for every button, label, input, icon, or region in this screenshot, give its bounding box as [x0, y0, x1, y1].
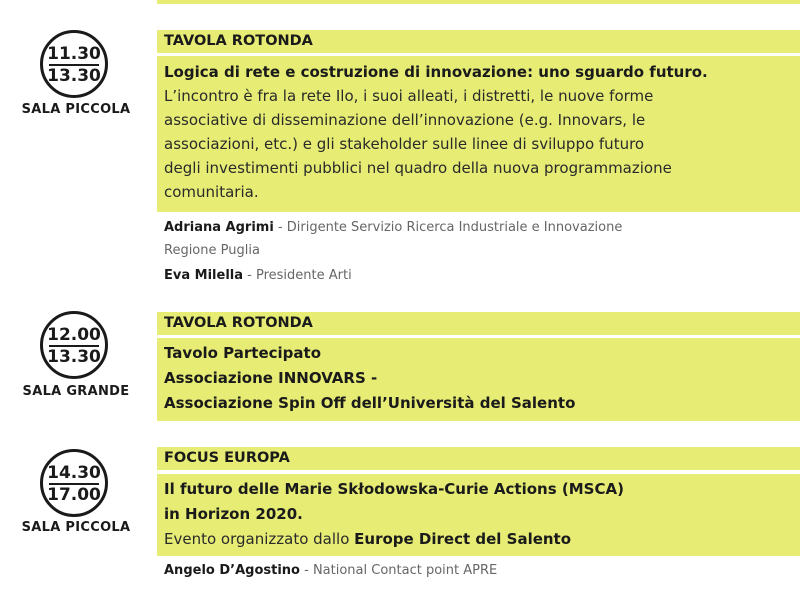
- session-category: TAVOLA ROTONDA: [164, 315, 313, 331]
- description-line: comunitaria.: [164, 183, 259, 201]
- session-category: TAVOLA ROTONDA: [164, 33, 313, 49]
- time-end: 17.00: [47, 485, 101, 505]
- speaker-role: - National Contact point APRE: [299, 563, 498, 578]
- organizer-name: Europe Direct del Salento: [354, 530, 572, 548]
- session-line: Associazione INNOVARS -: [164, 369, 378, 387]
- speaker-role: Regione Puglia: [164, 243, 260, 258]
- session-category-header: [157, 312, 800, 335]
- time-clock-icon: [40, 311, 108, 379]
- top-highlight-strip: [157, 0, 800, 4]
- session-title: Logica di rete e costruzione di innovazione: uno sguardo futuro.: [164, 63, 708, 81]
- time-start: 12.00: [47, 325, 101, 345]
- session-category: FOCUS EUROPA: [164, 450, 290, 466]
- session-body: [157, 338, 800, 421]
- session-line: Tavolo Partecipato: [164, 344, 321, 362]
- session-category-header: [157, 30, 800, 53]
- session-body: [157, 474, 800, 556]
- session-line: Associazione Spin Off dell’Università del Salento: [164, 394, 576, 412]
- description-line: associazioni, etc.) e gli stakeholder sulle linee di sviluppo futuro: [164, 135, 645, 153]
- speaker-name: Eva Milella: [164, 268, 244, 283]
- speaker-role: - Dirigente Servizio Ricerca Industriale e Innovazione: [273, 220, 623, 235]
- speaker-line: [164, 217, 622, 239]
- description-line: L’incontro è fra la rete Ilo, i suoi alleati, i distretti, le nuove forme: [164, 87, 654, 105]
- speaker-name: Adriana Agrimi: [164, 220, 274, 235]
- description-line: degli investimenti pubblici nel quadro della nuova programmazione: [164, 159, 672, 177]
- speaker-role: - Presidente Arti: [243, 268, 352, 283]
- room-label: SALA PICCOLA: [21, 102, 131, 117]
- time-start: 14.30: [47, 463, 101, 483]
- speaker-line: [164, 560, 497, 582]
- session-title-line: Il futuro delle Marie Skłodowska-Curie Actions (MSCA): [164, 480, 624, 498]
- session-body: [157, 56, 800, 212]
- session-title-line: in Horizon 2020.: [164, 505, 303, 523]
- speaker-line: [164, 265, 352, 287]
- time-end: 13.30: [47, 347, 101, 367]
- time-clock-icon: [40, 449, 108, 517]
- description-line: associative di disseminazione dell’innovazione (e.g. Innovars, le: [164, 111, 646, 129]
- time-start: 11.30: [47, 44, 101, 64]
- speaker-name: Angelo D’Agostino: [164, 563, 300, 578]
- organizer-prefix: Evento organizzato dallo: [164, 530, 355, 548]
- session-category-header: [157, 447, 800, 470]
- room-label: SALA PICCOLA: [21, 520, 131, 535]
- time-end: 13.30: [47, 66, 101, 86]
- room-label: SALA GRANDE: [22, 384, 130, 399]
- time-clock-icon: [40, 30, 108, 98]
- organizer-line: [164, 528, 571, 550]
- speaker-line: [164, 240, 260, 262]
